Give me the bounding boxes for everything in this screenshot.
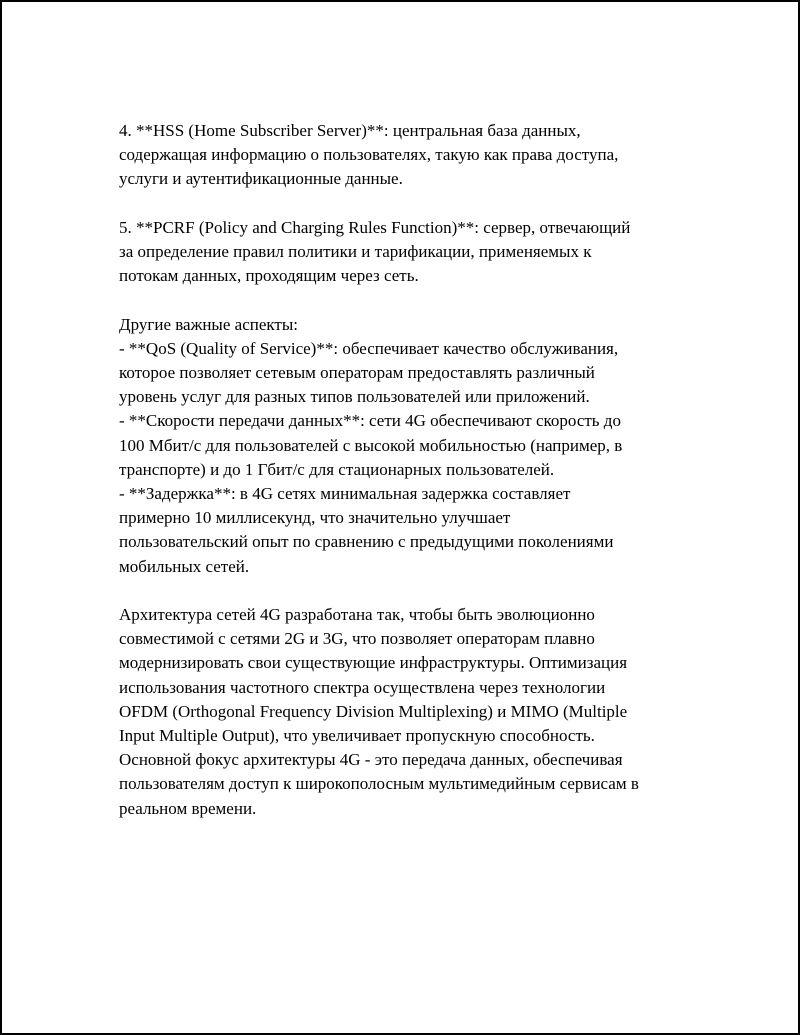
- text-line: примерно 10 миллисекунд, что значительно улучшает: [119, 508, 511, 528]
- text-line: услуги и аутентификационные данные.: [119, 169, 403, 189]
- paragraph-spacer: [119, 192, 699, 216]
- text-line: пользователям доступ к широкополосным мультимедийным сервисам в: [119, 774, 639, 794]
- paragraph-spacer: [119, 579, 699, 603]
- paragraph-hss: [119, 119, 699, 192]
- text-line: OFDM (Orthogonal Frequency Division Multiplexing) и MIMO (Multiple: [119, 701, 628, 721]
- text-line: Input Multiple Output), что увеличивает пропускную способность.: [119, 726, 595, 746]
- paragraph-pcrf: [119, 216, 699, 289]
- text-line: Архитектура сетей 4G разработана так, чтобы быть эволюционно: [119, 605, 595, 625]
- paragraph-spacer: [119, 288, 699, 312]
- text-line: совместимой с сетями 2G и 3G, что позволяет операторам плавно: [119, 629, 595, 649]
- text-line: - **QoS (Quality of Service)**: обеспечивает качество обслуживания,: [119, 338, 619, 358]
- paragraph-architecture: [119, 603, 699, 821]
- text-line: 4. **HSS (Home Subscriber Server)**: центральная база данных,: [119, 121, 581, 140]
- text-line: пользовательский опыт по сравнению с предыдущими поколениями: [119, 532, 614, 552]
- text-line: модернизировать свои существующие инфраструктуры. Оптимизация: [119, 653, 628, 673]
- text-line: Основной фокус архитектуры 4G - это передача данных, обеспечивая: [119, 750, 623, 770]
- document-body: [119, 119, 699, 821]
- text-line: - **Скорости передачи данных**: сети 4G обеспечивают скорость до: [119, 411, 621, 431]
- text-line: мобильных сетей.: [119, 556, 250, 576]
- text-line: которое позволяет сетевым операторам предоставлять различный: [119, 363, 595, 382]
- text-line: реальном времени.: [119, 798, 257, 818]
- text-line: 5. **PCRF (Policy and Charging Rules Function)**: сервер, отвечающий: [119, 217, 631, 237]
- text-line: использования частотного спектра осуществлена через технологии: [119, 677, 606, 697]
- text-line: 100 Мбит/с для пользователей с высокой мобильностью (например, в: [119, 435, 623, 455]
- text-line: содержащая информацию о пользователях, такую как права доступа,: [119, 145, 619, 165]
- text-line: за определение правил политики и тарификации, применяемых к: [119, 242, 592, 261]
- text-line: Другие важные аспекты:: [119, 314, 298, 334]
- text-line: потокам данных, проходящим через сеть.: [119, 266, 419, 286]
- paragraph-aspects: [119, 313, 699, 579]
- text-line: уровень услуг для разных типов пользователей или приложений.: [119, 387, 590, 407]
- text-line: транспорте) и до 1 Гбит/с для стационарных пользователей.: [119, 459, 555, 479]
- text-line: - **Задержка**: в 4G сетях минимальная задержка составляет: [119, 484, 571, 504]
